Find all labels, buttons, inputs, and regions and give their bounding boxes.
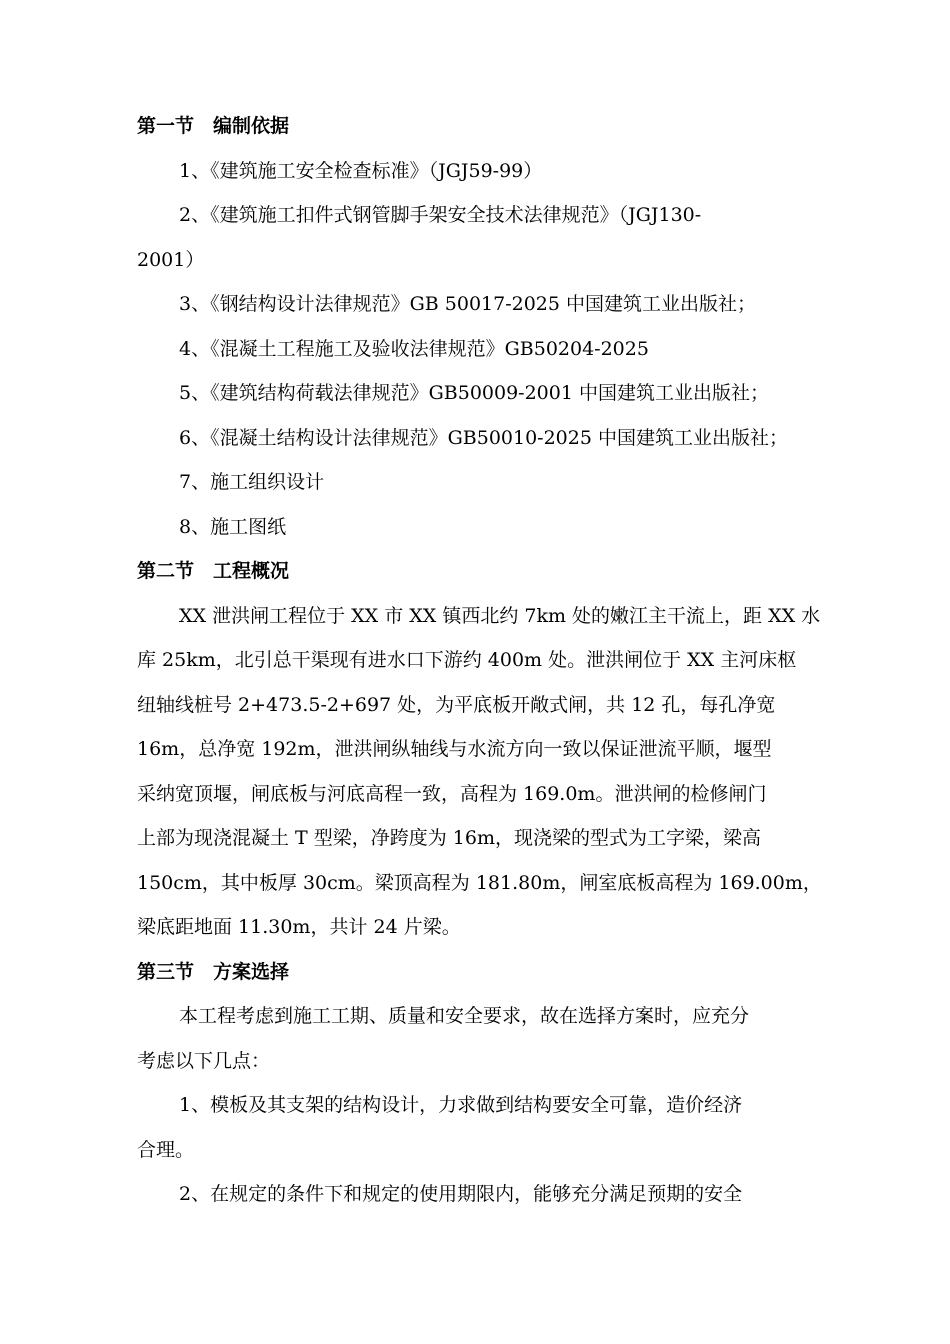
overview-line-5: 采纳宽顶堰，闸底板与河底高程一致，高程为 169.0m。泄洪闸的检修闸门: [137, 782, 767, 805]
scheme-line-3: 1、模板及其支架的结构设计，力求做到结构要安全可靠，造价经济: [179, 1094, 743, 1116]
scheme-line-2: 考虑以下几点：: [137, 1049, 271, 1072]
reference-item-1: 1、《建筑施工安全检查标准》（JGJ59-99）: [179, 159, 543, 182]
reference-item-7: 7、施工组织设计: [179, 471, 325, 493]
section-heading-scheme: 第三节 方案选择: [137, 960, 290, 983]
reference-item-5: 5、《建筑结构荷载法律规范》GB50009-2001 中国建筑工业出版社；: [179, 382, 769, 404]
scheme-line-1: 本工程考虑到施工工期、质量和安全要求，故在选择方案时，应充分: [179, 1005, 750, 1027]
overview-line-6: 上部为现浇混凝土 T 型梁，净跨度为 16m，现浇梁的型式为工字梁，梁高: [137, 827, 761, 849]
section-heading-overview: 第二节 工程概况: [137, 560, 290, 582]
scheme-paragraph: [137, 994, 859, 1217]
section-heading-basis: 第一节 编制依据: [137, 115, 290, 137]
reference-item-2-continued: 2001）: [137, 248, 205, 271]
overview-line-7: 150cm，其中板厚 30cm。梁顶高程为 181.80m，闸室底板高程为 169.00m，: [137, 871, 822, 894]
overview-line-1: XX 泄洪闸工程位于 XX 市 XX 镇西北约 7km 处的嫩江主干流上，距 XX 水: [179, 604, 821, 627]
scheme-line-4: 合理。: [137, 1138, 195, 1161]
reference-item-2: 2、《建筑施工扣件式钢管脚手架安全技术法律规范》（JGJ130-: [179, 204, 702, 226]
reference-item-6: 6、《混凝土结构设计法律规范》GB50010-2025 中国建筑工业出版社；: [179, 426, 788, 449]
overview-paragraph: [137, 594, 859, 950]
scheme-line-5: 2、在规定的条件下和规定的使用期限内，能够充分满足预期的安全: [179, 1183, 743, 1205]
reference-item-3: 3、《钢结构设计法律规范》GB 50017-2025 中国建筑工业出版社；: [179, 293, 757, 315]
overview-line-2: 库 25km，北引总干渠现有进水口下游约 400m 处。泄洪闸位于 XX 主河床枢: [137, 649, 797, 671]
overview-line-8: 梁底距地面 11.30m，共计 24 片梁。: [137, 916, 461, 938]
overview-line-4: 16m，总净宽 192m，泄洪闸纵轴线与水流方向一致以保证泄流平顺，堰型: [137, 738, 772, 760]
overview-line-3: 纽轴线桩号 2+473.5-2+697 处，为平底板开敞式闸，共 12 孔，每孔净宽: [137, 693, 776, 716]
document-body: [137, 104, 859, 1217]
reference-item-4: 4、《混凝土工程施工及验收法律规范》GB50204-2025: [179, 337, 649, 360]
reference-item-8: 8、施工图纸: [179, 515, 287, 538]
